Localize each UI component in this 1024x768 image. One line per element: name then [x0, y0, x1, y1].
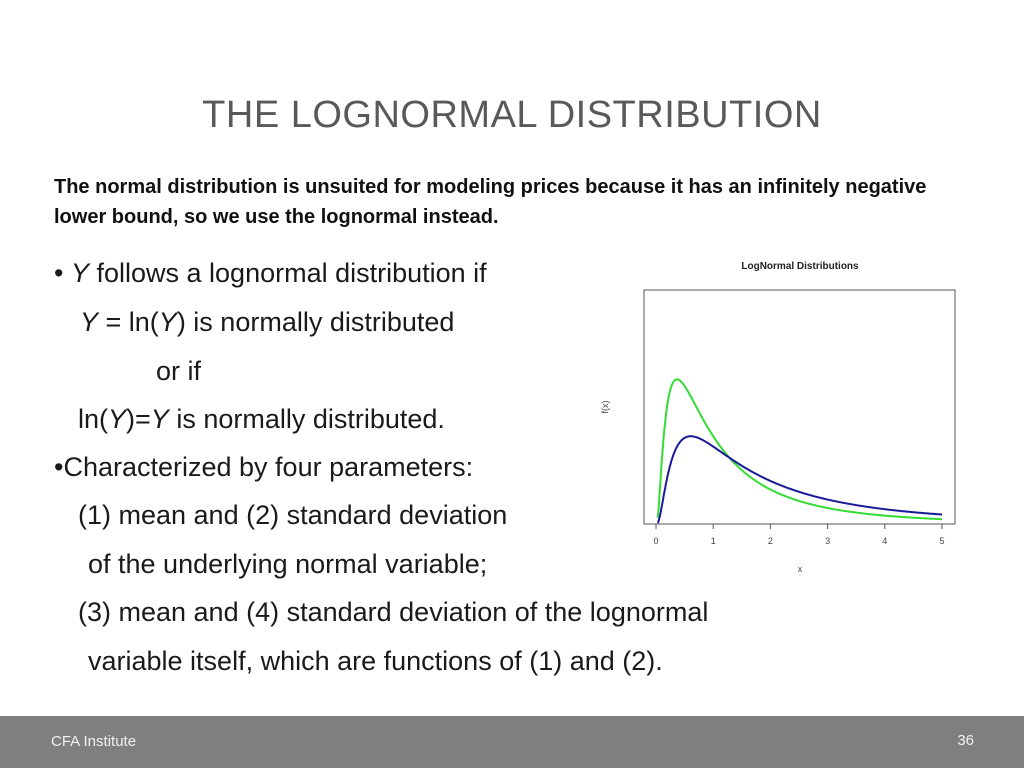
var-y: Y	[108, 404, 127, 434]
bullet-2-line-2: (1) mean and (2) standard deviation	[78, 500, 508, 530]
bullet-dot: •	[54, 258, 64, 288]
eq-pre: ln(	[78, 404, 109, 434]
slide-subtitle: The normal distribution is unsuited for modeling prices because it has an infinitely negative lower bound, so we use the lognormal instead.	[54, 176, 927, 228]
eq-text: )=	[126, 404, 151, 434]
y-axis-label: f(x)	[600, 400, 610, 414]
bullet-1-line-4	[78, 404, 445, 435]
bullet-2-text: Characterized by four parameters:	[63, 452, 474, 482]
bullet-dot: •	[54, 452, 64, 482]
eq-text: = ln(	[98, 307, 159, 337]
x-axis-label: x	[797, 564, 803, 574]
lognormal-chart	[598, 252, 968, 582]
bullet-2-line-5: variable itself, which are functions of (1) and (2).	[88, 646, 663, 676]
bullet-1-line-2	[80, 307, 454, 338]
chart-title: LogNormal Distributions	[741, 261, 859, 272]
page-number: 36	[957, 732, 974, 749]
var-y: Y	[70, 258, 89, 288]
x-tick-label: 5	[939, 536, 945, 546]
bullet-2-line-3: of the underlying normal variable;	[88, 549, 488, 579]
footer-bar	[0, 716, 1024, 768]
bullet-1-line-3: or if	[156, 356, 202, 386]
x-tick-label: 2	[767, 536, 773, 546]
var-y: Y	[150, 404, 169, 434]
eq-text-end: is normally distributed.	[168, 404, 445, 434]
bullet-2-line-4: (3) mean and (4) standard deviation of the lognormal	[78, 597, 709, 627]
var-y: Y	[158, 307, 177, 337]
bullet-1-text: follows a lognormal distribution if	[88, 258, 487, 288]
footer-brand: CFA Institute	[51, 733, 137, 750]
slide-title: THE LOGNORMAL DISTRIBUTION	[202, 94, 822, 136]
chart-background	[598, 252, 968, 582]
x-tick-label: 1	[710, 536, 716, 546]
bullet-1	[54, 258, 487, 289]
bullet-2	[54, 452, 473, 483]
x-tick-label: 3	[825, 536, 831, 546]
x-tick-label: 0	[653, 536, 659, 546]
eq-text-end: ) is normally distributed	[176, 307, 455, 337]
x-tick-label: 4	[882, 536, 888, 546]
var-y: Y	[80, 307, 99, 337]
